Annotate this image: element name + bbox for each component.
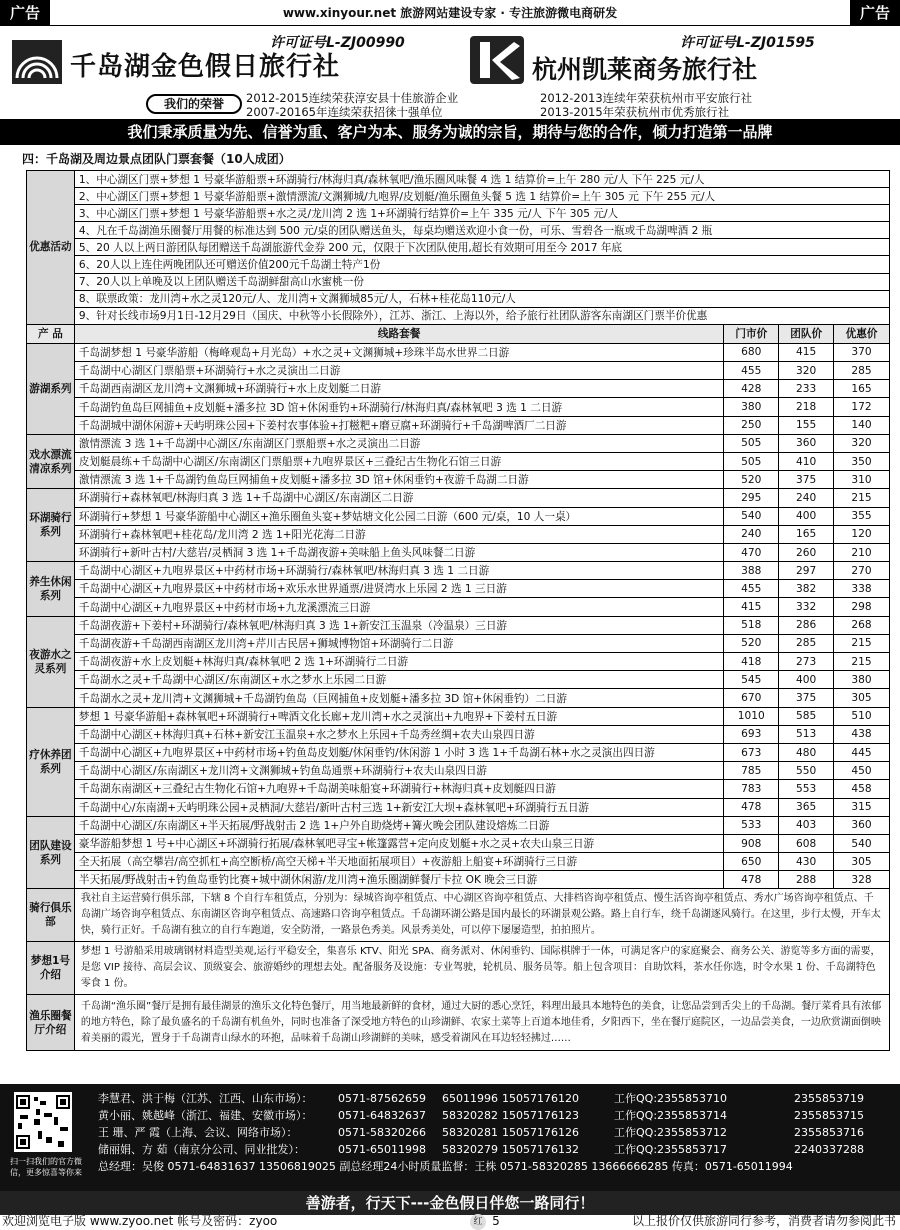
honor-item: 2012-2015连续荣获淳安县十佳旅游企业	[246, 91, 459, 105]
discount-price-cell: 305	[834, 853, 890, 871]
contact-row	[98, 1090, 864, 1107]
top-banner	[0, 0, 900, 26]
group-price-cell: 400	[779, 671, 834, 689]
red-badge-icon: 红	[470, 1214, 486, 1230]
route-cell: 激情漂流 3 选 1+千岛湖中心湖区/东南湖区门票船票+水之灵演出二日游	[74, 434, 723, 452]
discount-price-cell: 298	[834, 598, 890, 616]
table-row	[27, 343, 890, 361]
discount-price-cell: 215	[834, 489, 890, 507]
promo-row	[27, 307, 890, 324]
contact-phone: 0571-64832637	[338, 1109, 426, 1122]
table-row	[27, 598, 890, 616]
promo-item: 3、中心湖区门票+梦想 1 号豪华游船票+水之灵/龙川湾 2 选 1+环湖骑行结算价=上午 335 元/人 下午 305 元/人	[74, 205, 889, 222]
contact-qq: 工作QQ:2355853717	[614, 1143, 728, 1156]
route-cell: 豪华游船梦想 1 号+中心湖区+环湖骑行拓展/森林氧吧寻宝+帐篷露营+定向皮划艇+水之灵+农夫山泉三日游	[74, 834, 723, 852]
contact-names: 王 珊、严 霞（上海、会议、网络市场）：	[98, 1126, 298, 1139]
promo-row	[27, 222, 890, 239]
gate-price-cell: 415	[724, 598, 779, 616]
table-row	[27, 452, 890, 470]
promo-row	[27, 171, 890, 188]
table-row	[27, 743, 890, 761]
group-price-cell: 480	[779, 743, 834, 761]
discount-price-cell: 380	[834, 671, 890, 689]
promo-row	[27, 290, 890, 307]
table-header-row	[27, 324, 890, 343]
contact-office: 58320282	[442, 1109, 498, 1122]
table-row	[27, 489, 890, 507]
gate-price-cell: 520	[724, 634, 779, 652]
discount-price-cell: 328	[834, 871, 890, 889]
ad-label-right: 广告	[850, 0, 900, 26]
page-number	[455, 1212, 515, 1230]
group-price-cell: 165	[779, 525, 834, 543]
contact-row	[98, 1141, 864, 1158]
route-cell: 半天拓展/野战射击+钓鱼岛垂钓比赛+城中湖休闲游/龙川湾+渔乐圈湖鲜餐厅卡拉 OK 晚会三日游	[74, 871, 723, 889]
route-cell: 千岛湖钓鱼岛巨网捕鱼+皮划艇+潘多拉 3D 馆+休闲垂钓+环湖骑行/林海归真/森林氧吧 3 选 1 二日游	[74, 398, 723, 416]
promo-item: 7、20人以上单晚及以上团队赠送千岛湖鲜甜高山水蜜桃一份	[74, 273, 889, 290]
gate-price-cell: 478	[724, 798, 779, 816]
promo-row	[27, 273, 890, 290]
discount-price-cell: 445	[834, 743, 890, 761]
route-cell: 千岛湖中心湖区+九咆界景区+中药材市场+九龙溪漂流三日游	[74, 598, 723, 616]
promo-item: 1、中心湖区门票+梦想 1 号豪华游船票+环湖骑行/林海归真/森林氧吧/渔乐圈风味餐 4 选 1 结算价=上午 280 元/人 下午 225 元/人	[74, 171, 889, 188]
gate-price-cell: 478	[724, 871, 779, 889]
discount-price-cell: 450	[834, 762, 890, 780]
route-cell: 环湖骑行+梦想 1 号豪华游船中心湖区+渔乐圈鱼头宴+梦姑塘文化公园二日游（600 元/桌，10 人一桌）	[74, 507, 723, 525]
gate-price-cell: 540	[724, 507, 779, 525]
discount-price-cell: 458	[834, 780, 890, 798]
col-header-product: 产 品	[27, 324, 75, 343]
table-row	[27, 671, 890, 689]
contact-qq2: 2355853715	[794, 1109, 864, 1122]
discount-price-cell: 310	[834, 471, 890, 489]
group-price-cell: 155	[779, 416, 834, 434]
table-row	[27, 798, 890, 816]
promo-item: 8、联票政策：龙川湾+水之灵120元/人、龙川湾+文渊狮城85元/人，石林+桂花岛110元/人	[74, 290, 889, 307]
bottom-bar	[0, 1212, 900, 1230]
discount-price-cell: 120	[834, 525, 890, 543]
discount-price-cell: 165	[834, 380, 890, 398]
route-cell: 千岛湖中心湖区/东南湖区+半天拓展/野战射击 2 选 1+户外自助烧烤+篝火晚会团队建设熔炼二日游	[74, 816, 723, 834]
table-row	[27, 725, 890, 743]
table-row	[27, 398, 890, 416]
group-price-cell: 375	[779, 689, 834, 707]
table-row	[27, 853, 890, 871]
table-row	[27, 434, 890, 452]
route-cell: 千岛湖水之灵+龙川湾+文渊狮城+千岛湖钓鱼岛（巨网捕鱼+皮划艇+潘多拉 3D 馆+休闲垂钓）二日游	[74, 689, 723, 707]
discount-price-cell: 370	[834, 343, 890, 361]
col-header-group-price: 团队价	[779, 324, 834, 343]
route-cell: 千岛湖中心湖区+九咆界景区+中药材市场+环湖骑行/森林氧吧/林海归真 3 选 1 二日游	[74, 562, 723, 580]
contact-list	[98, 1090, 864, 1175]
table-row	[27, 871, 890, 889]
discount-price-cell: 350	[834, 452, 890, 470]
route-cell: 千岛湖夜游+千岛湖西南湖区龙川湾+芹川古民居+狮城博物馆+环湖骑行二日游	[74, 634, 723, 652]
discount-price-cell: 285	[834, 362, 890, 380]
table-row	[27, 380, 890, 398]
agency-header	[0, 30, 900, 119]
gate-price-cell: 908	[724, 834, 779, 852]
route-cell: 千岛湖梦想 1 号豪华游船（梅峰观岛+月光岛）+水之灵+文渊狮城+珍珠半岛水世界二日游	[74, 343, 723, 361]
discount-price-cell: 210	[834, 543, 890, 561]
category-label: 游湖系列	[27, 343, 75, 434]
intro-label: 梦想1号介绍	[27, 942, 75, 995]
contact-office: 58320281	[442, 1126, 498, 1139]
gate-price-cell: 673	[724, 743, 779, 761]
ad-label-left: 广告	[0, 0, 50, 26]
discount-price-cell: 438	[834, 725, 890, 743]
discount-price-cell: 215	[834, 634, 890, 652]
company-motto: 我们秉承质量为先、信誉为重、客户为本、服务为诚的宗旨，期待与您的合作，倾力打造第一品牌	[0, 119, 900, 145]
route-cell: 千岛湖东南湖区+三叠纪古生物化石馆+九咆界+千岛湖美味船宴+环湖骑行+林海归真+皮划艇四日游	[74, 780, 723, 798]
table-row	[27, 653, 890, 671]
promo-row	[27, 239, 890, 256]
intro-text: 梦想 1 号游船采用玻璃钢材料造型美观,运行平稳安全，集喜乐 KTV、阳光 SPA、商务派对、休闲垂钓、国际棋牌于一体，可满足客户的家庭聚会、商务公关、游览等多方面的需要，是您 VIP 接待、高层会议、顶级宴会、旅游婚纱的理想去处。配备服务及设施：专业驾驶，轮机员、服务员等。船上包含项目：自助饮料，茶水任你选，时令水果 1 份、千岛湖特色零食 1 份。	[74, 942, 889, 995]
group-price-cell: 430	[779, 853, 834, 871]
gate-price-cell: 680	[724, 343, 779, 361]
discount-price-cell: 355	[834, 507, 890, 525]
group-price-cell: 240	[779, 489, 834, 507]
table-row	[27, 616, 890, 634]
group-price-cell: 513	[779, 725, 834, 743]
table-row	[27, 471, 890, 489]
intro-text: 我社自主运营骑行俱乐部，下辖 8 个自行车租赁点，分别为：绿城咨询亭租赁点、中心湖区咨询亭租赁点、大排档咨询亭租赁点、慢生活咨询亭租赁点、秀水广场咨询亭租赁点、千岛湖广场咨询亭租赁点、东南湖区咨询亭租赁点、高速路口咨询亭租赁点。千岛湖环湖公路是国内最长的环湖景观公路。路上自行车，绕千岛湖逐风骑行。在这里，步行太慢，开车太快，骑行正好。千岛湖有独立的自行车跑道，安全防滑，一路景色秀美。风景秀美处，可以停下屡屡造型，拍拍照片。	[74, 889, 889, 942]
group-price-cell: 585	[779, 707, 834, 725]
ticket-package-table	[26, 170, 890, 1051]
table-row	[27, 580, 890, 598]
gate-price-cell: 418	[724, 653, 779, 671]
site-tagline: www.xinyour.net 旅游网站建设专家 · 专注旅游微电商研发	[282, 6, 618, 20]
table-row	[27, 834, 890, 852]
contact-row	[98, 1124, 864, 1141]
contact-mobile: 15057176126	[502, 1126, 579, 1139]
group-price-cell: 365	[779, 798, 834, 816]
contact-names: 储丽娟、方 茹（南京分公司、同业批发）：	[98, 1143, 305, 1156]
group-price-cell: 550	[779, 762, 834, 780]
gate-price-cell: 250	[724, 416, 779, 434]
promo-item: 9、针对长线市场9月1日-12月29日（国庆、中秋等小长假除外），江苏、浙江、上海以外，给予旅行社团队游客东南湖区门票半价优惠	[74, 307, 889, 324]
gate-price-cell: 545	[724, 671, 779, 689]
discount-price-cell: 270	[834, 562, 890, 580]
contact-phone: 0571-58320266	[338, 1126, 426, 1139]
contact-qq: 工作QQ:2355853710	[614, 1092, 728, 1105]
category-label: 养生休闲系列	[27, 562, 75, 617]
contact-footer	[0, 1084, 900, 1212]
honor-badge: 我们的荣誉	[146, 94, 242, 114]
route-cell: 千岛湖中心湖区/东南湖区+龙川湾+文渊狮城+钓鱼岛通票+环湖骑行+农夫山泉四日游	[74, 762, 723, 780]
table-row	[27, 780, 890, 798]
route-cell: 全天拓展（高空攀岩/高空抓杠+高空断桥/高空天梯+半天地面拓展项目）+夜游船上船宴+环湖骑行三日游	[74, 853, 723, 871]
contact-office: 65011996	[442, 1092, 498, 1105]
table-row	[27, 689, 890, 707]
group-price-cell: 553	[779, 780, 834, 798]
route-cell: 千岛湖夜游+水上皮划艇+林海归真/森林氧吧 2 选 1+环湖骑行二日游	[74, 653, 723, 671]
gate-price-cell: 505	[724, 434, 779, 452]
route-cell: 千岛湖水之灵+千岛湖中心湖区/东南湖区+水之梦水上乐园二日游	[74, 671, 723, 689]
group-price-cell: 382	[779, 580, 834, 598]
intro-label: 渔乐圈餐厅介绍	[27, 995, 75, 1051]
table-row	[27, 762, 890, 780]
promo-category-label: 优惠活动	[27, 171, 75, 325]
category-label: 环湖骑行系列	[27, 489, 75, 562]
promo-row	[27, 205, 890, 222]
gate-price-cell: 518	[724, 616, 779, 634]
gate-price-cell: 785	[724, 762, 779, 780]
gate-price-cell: 693	[724, 725, 779, 743]
page-number-value: 5	[492, 1214, 500, 1228]
discount-price-cell: 140	[834, 416, 890, 434]
manager-line: 总经理：吴俊 0571-64831637 13506819025 副总经理24小时质量监督：王株 0571-58320285 13666666285 传真：0571-65011994	[98, 1160, 793, 1173]
contact-names: 黄小丽、姚越峰（浙江、福建、安徽市场）：	[98, 1109, 313, 1122]
gate-price-cell: 533	[724, 816, 779, 834]
honor-item: 2012-2013连续年荣获杭州市平安旅行社	[540, 91, 753, 105]
table-row	[27, 707, 890, 725]
route-cell: 环湖骑行+森林氧吧/林海归真 3 选 1+千岛湖中心湖区/东南湖区二日游	[74, 489, 723, 507]
discount-price-cell: 268	[834, 616, 890, 634]
promo-item: 2、中心湖区门票+梦想 1 号豪华游船票+激情漂流/文渊狮城/九咆界/皮划艇/渔乐圈鱼头餐 5 选 1 结算价=上午 305 元 下午 255 元/人	[74, 188, 889, 205]
gate-price-cell: 783	[724, 780, 779, 798]
contact-phone: 0571-87562659	[338, 1092, 426, 1105]
category-label: 夜游水之灵系列	[27, 616, 75, 707]
route-cell: 梦想 1 号豪华游船+森林氧吧+环湖骑行+啤酒文化长廊+龙川湾+水之灵演出+九咆界+下姜村五日游	[74, 707, 723, 725]
discount-price-cell: 540	[834, 834, 890, 852]
intro-row	[27, 942, 890, 995]
discount-price-cell: 305	[834, 689, 890, 707]
table-row	[27, 525, 890, 543]
honor-item: 2007-20165年连续荣获招徕十强单位	[246, 105, 443, 119]
table-row	[27, 507, 890, 525]
group-price-cell: 285	[779, 634, 834, 652]
brand-name-2: 杭州凯莱商务旅行社	[532, 55, 758, 84]
disclaimer: 以上报价仅供旅游同行参考，消费者请勿参阅此书	[631, 1214, 896, 1228]
discount-price-cell: 172	[834, 398, 890, 416]
section-title: 四：千岛湖及周边景点团队门票套餐（10人成团）	[22, 152, 291, 166]
route-cell: 千岛湖中心湖区门票船票+环湖骑行+水之灵演出二日游	[74, 362, 723, 380]
col-header-route: 线路套餐	[74, 324, 723, 343]
table-row	[27, 816, 890, 834]
category-label: 疗休养团系列	[27, 707, 75, 816]
table-row	[27, 362, 890, 380]
group-price-cell: 410	[779, 452, 834, 470]
contact-row	[98, 1107, 864, 1124]
honor-item: 2013-2015年荣获杭州市优秀旅行社	[540, 105, 730, 119]
route-cell: 千岛湖城中湖休闲游+天屿明珠公园+下姜村农事体验+打糍粑+磨豆腐+环湖骑行+千岛湖啤酒厂二日游	[74, 416, 723, 434]
contact-mobile: 15057176132	[502, 1143, 579, 1156]
group-price-cell: 288	[779, 871, 834, 889]
discount-price-cell: 338	[834, 580, 890, 598]
route-cell: 环湖骑行+森林氧吧+桂花岛/龙川湾 2 选 1+阳光花海二日游	[74, 525, 723, 543]
contact-qq2: 2240337288	[794, 1143, 864, 1156]
gate-price-cell: 520	[724, 471, 779, 489]
group-price-cell: 233	[779, 380, 834, 398]
gate-price-cell: 380	[724, 398, 779, 416]
discount-price-cell: 315	[834, 798, 890, 816]
gate-price-cell: 670	[724, 689, 779, 707]
kailai-logo-icon	[470, 36, 524, 84]
intro-label: 骑行俱乐部	[27, 889, 75, 942]
promo-item: 4、凡在千岛湖渔乐圈餐厅用餐的标准达到 500 元/桌的团队赠送鱼头，每桌均赠送欢迎小食一份，可乐、雪碧各一瓶或千岛湖啤酒 2 瓶	[74, 222, 889, 239]
contact-qq2: 2355853716	[794, 1126, 864, 1139]
golden-holiday-logo-icon	[12, 40, 62, 84]
table-row	[27, 562, 890, 580]
discount-price-cell: 360	[834, 816, 890, 834]
group-price-cell: 608	[779, 834, 834, 852]
promo-item: 6、20人以上连住两晚团队还可赠送价值200元千岛湖土特产1份	[74, 256, 889, 273]
ebook-notice: 欢迎浏览电子版 www.zyoo.net 帐号及密码：zyoo	[2, 1214, 278, 1228]
gate-price-cell: 428	[724, 380, 779, 398]
group-price-cell: 400	[779, 507, 834, 525]
brand-name-1: 千岛湖金色假日旅行社	[70, 52, 341, 82]
col-header-gate-price: 门市价	[724, 324, 779, 343]
gate-price-cell: 388	[724, 562, 779, 580]
group-price-cell: 332	[779, 598, 834, 616]
contact-names: 李慧君、洪于梅（江苏、江西、山东市场）：	[98, 1092, 313, 1105]
contact-qq2: 2355853719	[794, 1092, 864, 1105]
table-row	[27, 634, 890, 652]
promo-item: 5、20 人以上两日游团队每团赠送千岛湖旅游代金券 200 元，仅限于下次团队使用,超长有效期可用至今 2017 年底	[74, 239, 889, 256]
footer-slogan: 善游者，行天下---金色假日伴您一路同行！	[0, 1191, 900, 1215]
route-cell: 千岛湖中心湖区+林海归真+石林+新安江玉温泉+水之梦水上乐园+千岛秀丝绸+农夫山泉四日游	[74, 725, 723, 743]
license-number-1: 许可证号L-ZJ00990	[270, 35, 405, 51]
contact-qq: 工作QQ:2355853712	[614, 1126, 728, 1139]
wechat-qr-code-icon[interactable]	[14, 1092, 72, 1152]
qr-caption: 扫一扫我们的官方微信，更多惊喜等你来	[10, 1157, 82, 1177]
license-number-2: 许可证号L-ZJ01595	[680, 35, 815, 51]
group-price-cell: 320	[779, 362, 834, 380]
promo-row	[27, 256, 890, 273]
group-price-cell: 360	[779, 434, 834, 452]
group-price-cell: 415	[779, 343, 834, 361]
route-cell: 环湖骑行+新叶古村/大慈岩/灵栖洞 3 选 1+千岛湖夜游+美味船上鱼头风味餐二日游	[74, 543, 723, 561]
gate-price-cell: 470	[724, 543, 779, 561]
discount-price-cell: 215	[834, 653, 890, 671]
route-cell: 激情漂流 3 选 1+千岛湖钓鱼岛巨网捕鱼+皮划艇+潘多拉 3D 馆+休闲垂钓+夜游千岛湖二日游	[74, 471, 723, 489]
route-cell: 千岛湖西南湖区龙川湾+文渊狮城+环湖骑行+水上皮划艇二日游	[74, 380, 723, 398]
gate-price-cell: 240	[724, 525, 779, 543]
discount-price-cell: 510	[834, 707, 890, 725]
gate-price-cell: 505	[724, 452, 779, 470]
group-price-cell: 297	[779, 562, 834, 580]
route-cell: 千岛湖中心/东南湖+天屿明珠公园+灵栖洞/大慈岩/新叶古村三选 1+新安江大坝+森林氧吧+环湖骑行五日游	[74, 798, 723, 816]
contact-mobile: 15057176123	[502, 1109, 579, 1122]
group-price-cell: 375	[779, 471, 834, 489]
category-label: 团队建设系列	[27, 816, 75, 889]
col-header-discount-price: 优惠价	[834, 324, 890, 343]
promo-row	[27, 188, 890, 205]
gate-price-cell: 650	[724, 853, 779, 871]
route-cell: 皮划艇晨练+千岛湖中心湖区/东南湖区门票船票+九咆界景区+三叠纪古生物化石馆三日游	[74, 452, 723, 470]
contact-qq: 工作QQ:2355853714	[614, 1109, 728, 1122]
table-row	[27, 416, 890, 434]
gate-price-cell: 455	[724, 580, 779, 598]
contact-mobile: 15057176120	[502, 1092, 579, 1105]
gate-price-cell: 1010	[724, 707, 779, 725]
group-price-cell: 218	[779, 398, 834, 416]
discount-price-cell: 320	[834, 434, 890, 452]
route-cell: 千岛湖中心湖区+九咆界景区+中药材市场+欢乐水世界通票/进贤湾水上乐园 2 选 1 三日游	[74, 580, 723, 598]
contact-phone: 0571-65011998	[338, 1143, 426, 1156]
contact-office: 58320279	[442, 1143, 498, 1156]
table-row	[27, 543, 890, 561]
gate-price-cell: 295	[724, 489, 779, 507]
group-price-cell: 286	[779, 616, 834, 634]
group-price-cell: 273	[779, 653, 834, 671]
group-price-cell: 403	[779, 816, 834, 834]
category-label: 戏水漂流清凉系列	[27, 434, 75, 489]
route-cell: 千岛湖中心湖区+九咆界景区+中药材市场+钓鱼岛皮划艇/休闲垂钓/休闲游 1 小时 3 选 1+千岛湖石林+水之灵演出四日游	[74, 743, 723, 761]
intro-row	[27, 995, 890, 1051]
gate-price-cell: 455	[724, 362, 779, 380]
route-cell: 千岛湖夜游+下姜村+环湖骑行/森林氧吧/林海归真 3 选 1+新安江玉温泉（冷温泉）三日游	[74, 616, 723, 634]
intro-text: 千岛湖“渔乐圈”餐厅是拥有最佳湖景的渔乐文化特色餐厅，用当地最新鲜的食材，通过大厨的悉心烹饪，料理出最具本地特色的美食，让您品尝到舌尖上的千岛湖。餐厅菜肴具有浓郁的地方特色，除了最负盛名的千岛湖有机鱼外，同时也准备了深受地方特色的山珍湖鲜、农家土菜等上百道本地佳肴，夕阳西下，坐在餐厅庭院区，一边品尝美食，一边欣赏湖面倒映着美丽的霞光，置身于千岛湖青山绿水的环抱，品味着千岛湖山珍湖鲜的美味，感受着湖风在耳边轻轻拂过……	[74, 995, 889, 1051]
intro-row	[27, 889, 890, 942]
group-price-cell: 260	[779, 543, 834, 561]
